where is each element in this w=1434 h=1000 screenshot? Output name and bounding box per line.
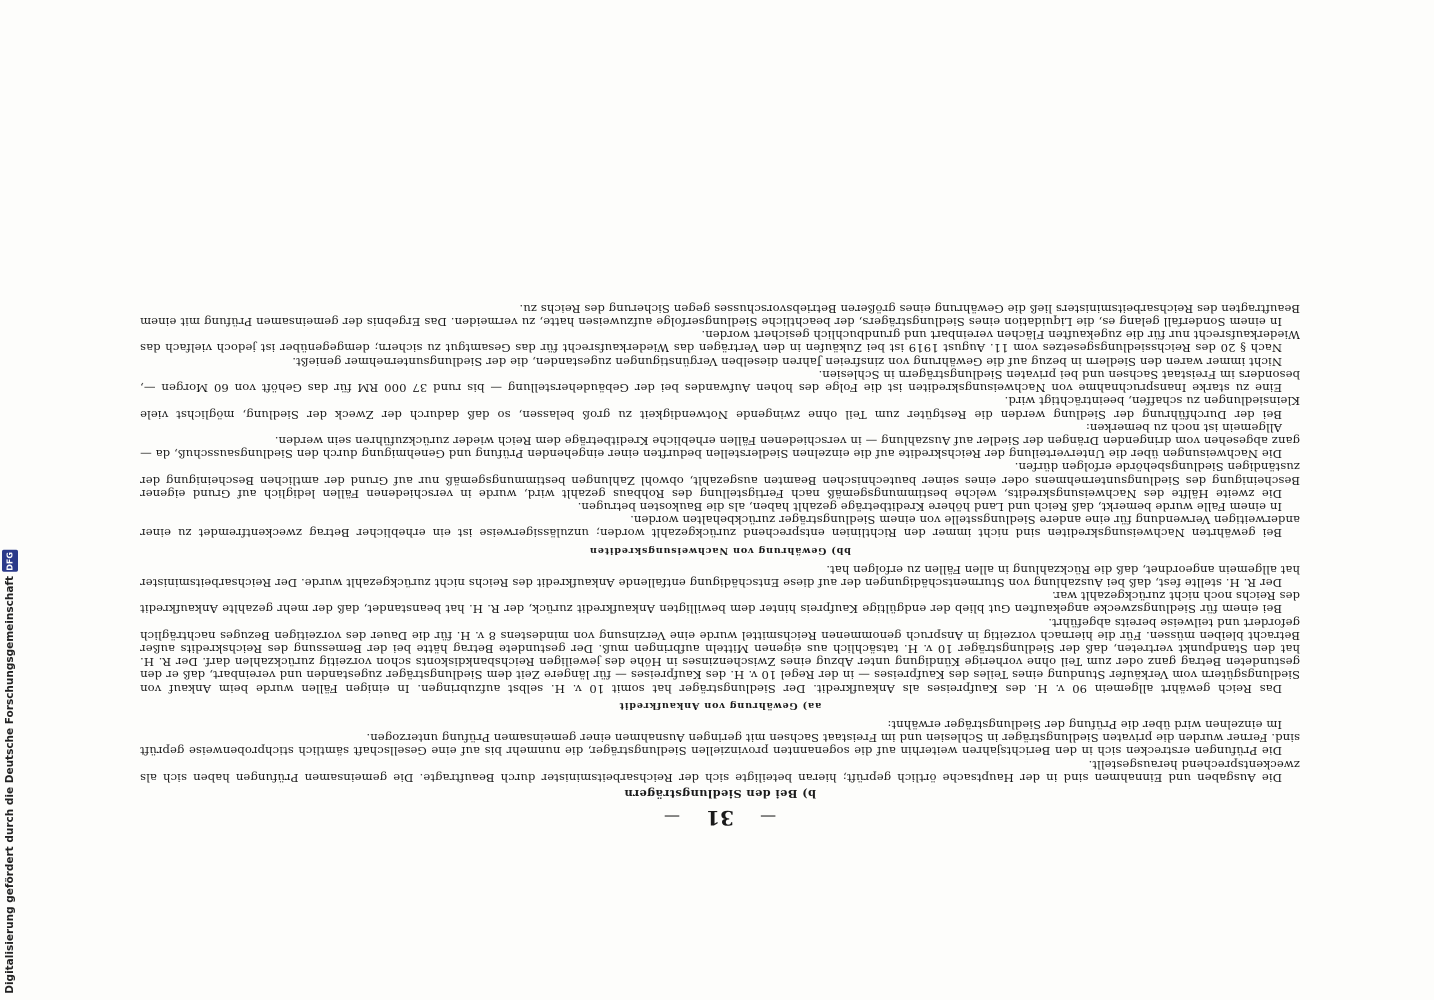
section-bb-paragraph: Nach § 20 des Reichssiedlungsgesetzes vom 11. August 1919 ist bei Zukäufen in den Verträgen das Wiederkaufsrecht für das Gesamtgut zu sichern; demgegenüber ist jedoch vielfach das Wiederkaufsrecht nur für die zugekauften Flächen vereinbart und grundbuchlich gesichert worden. [140,328,1300,356]
section-bb-paragraph: Eine zu starke Inanspruchnahme von Nachweisungskrediten ist die Folge des hohen Aufwandes bei der Gebäudeherstellung — bis rund 37 000 RM für das Gehöft von 60 Morgen —, besonders im Freistaat Sachsen und bei privaten Siedlungsträgern in Schlesien. [140,367,1300,396]
document-page [140,130,1300,830]
section-b-title: b) Bei den Siedlungsträgern [624,787,816,801]
dfg-logo-text: DFG [5,551,15,571]
dfg-logo-icon [2,550,18,572]
section-bb-paragraph: In einem Sonderfall gelang es, die Liquidation eines Siedlungsträgers, der beachtliche Siedlungserfolge aufzuweisen hatte, zu vermeiden. Das Ergebnis der gemeinsamen Prüfung mit einem Beauftragten des Reichsarbeitsministers ließ die Gewährung eines größeren Betriebsvorschusses gegen Sicherung des Reichs zu. [140,301,1300,330]
section-b-paragraph: Im einzelnen wird über die Prüfung der Siedlungsträger erwähnt: [887,717,1282,732]
section-b-paragraph: Die Ausgaben und Einnahmen sind in der Hauptsache örtlich geprüft; hieran beteiligte sich der Reichsarbeitsminister durch Beauftragte. Die gemeinsamen Prüfungen haben sich als zweckentsprechend herausgestellt. [140,757,1300,785]
section-aa-paragraph: Der R. H. stellte fest, daß bei Auszahlung von Sturmentschädigungen der auf diese Entschädigung entfallende Ankaufkredit des Reichs nicht zurückgezahlt wurde. Der Reichsarbeitsminister hat allgemein angeordnet, daß die Rückzahlung in allen Fällen zu erfolgen hat. [140,562,1300,590]
page-header-dash-left: — [760,807,777,827]
section-bb-paragraph: Die zweite Hälfte des Nachweisungskredits, welche bestimmungsgemäß nach Fertigstellung des Rohbaus gezahlt wird, wurde in verschiedenen Fällen lediglich auf Grund eigener Bescheinigung des Siedlungsunternehmens oder eines seiner bautechnischen Beamten ausgezahlt, obwohl Zahlungen bestimmungsgemäß nur auf Grund der amtlichen Bescheinigung der zuständigen Siedlungsbehörde erfolgen dürfen. [140,460,1300,501]
section-aa-paragraph: Bei einem für Siedlungszwecke angekauften Gut blieb der endgültige Kaufpreis hinter dem bewilligten Ankaufkredit zurück, der R. H. hat beanstandet, daß der mehr gezahlte Ankaufkredit des Reichs noch nicht zurückgezahlt war. [140,589,1300,617]
section-bb-paragraph: Bei der Durchführung der Siedlung werden die Restgüter zum Teil ohne zwingende Notwendigkeit zu groß belassen, so daß dadurch der Zweck der Siedlung, möglichst viele Kleinsiedlungen zu schaffen, beeinträchtigt wird. [140,394,1300,422]
section-b-paragraph: Die Prüfungen erstrecken sich in den Berichtsjahren weiterhin auf die sogenannten provinziellen Siedlungsträger, die nunmehr bis auf eine Gesellschaft sämtlich stichprobenweise geprüft sind. Ferner wurden die privaten Siedlungsträger in Schlesien und im Freistaat Sachsen mit geringen Ausnahmen einer gemeinsamen Prüfung unterzogen. [140,731,1300,759]
section-bb-paragraph: Die Nachweisungen über die Unterverteilung der Reichskredite auf die einzelnen Siedlerstellen bedurften einer eingehenden Prüfung und Genehmigung durch den Siedlungsausschuß, da — ganz abgesehen vom dringenden Drängen der Siedler auf Auszahlung — in verschiedenen Fällen erhebliche Kreditbeträge dem Reich wieder zurückzuführen sein werden. [140,433,1300,462]
section-aa-paragraph: Das Reich gewährt allgemein 90 v. H. des Kaufpreises als Ankaufkredit. Der Siedlungsträger hat somit 10 v. H. selbst aufzubringen. In einigen Fällen wurde beim Ankauf von Siedlungsgütern vom Verkäufer Stundung eines Teiles des Kaufpreises — in der Regel 10 v. H. des Kaufpreises — für längere Zeit dem Siedlungsträger zugestanden und vereinbart, daß er den gestundeten Betrag ganz oder zum Teil ohne vorherige Kündigung unter Abzug eines Zwischenzinses in Höhe des jeweiligen Reichsbankdiskonts schon vorzeitig zurückzahlen darf. Der R. H. hat den Standpunkt vertreten, daß der Siedlungsträger 10 v. H. tatsächlich aus eigenen Mitteln aufbringen muß. Der gestundete Betrag hätte bei der Bemessung des Reichskredits außer Betracht bleiben müssen. Für die hiernach vorzeitig in Anspruch genommenen Reichsmittel wurde eine Verzinsung von mindestens 8 v. H. für die Dauer des vorzeitigen Bezuges nachträglich gefordert und teilweise bereits abgeführt. [140,615,1300,696]
section-aa-title: aa) Gewährung von Ankaufkredit [618,699,822,711]
section-bb-paragraph: Allgemein ist noch zu bemerken: [1085,420,1282,435]
page-header [140,804,1300,830]
digitization-credit-text: Digitalisierung gefördert durch die Deutsche Forschungsgemeinschaft [4,576,16,994]
section-bb-title: bb) Gewährung von Nachweisungskrediten [589,544,851,556]
page-header-dash-right: — [663,807,680,827]
section-bb-paragraph: In einem Falle wurde bemerkt, daß Reich und Land höhere Kreditbeträge gezahlt haben, als die Baukosten betrugen. [577,499,1282,514]
digitization-credit [2,550,18,994]
page-number: 31 [705,805,735,830]
section-bb-paragraph: Nicht immer waren den Siedlern in bezug auf die Gewährung von zinsfreien Jahren dieselben Vergünstigungen zugestanden, die der Siedlungsunternehmer genießt. [292,354,1282,369]
section-bb-paragraph: Bei gewährten Nachweisungskrediten sind nicht immer den Richtlinien entsprechend zurückgezahlt worden; unzulässigerweise ist ein erheblicher Betrag zweckentfremdet zu einer anderweitigen Verwendung für eine andere Siedlungsstelle von einem Siedlungsträger zurückbehalten worden. [140,513,1300,541]
